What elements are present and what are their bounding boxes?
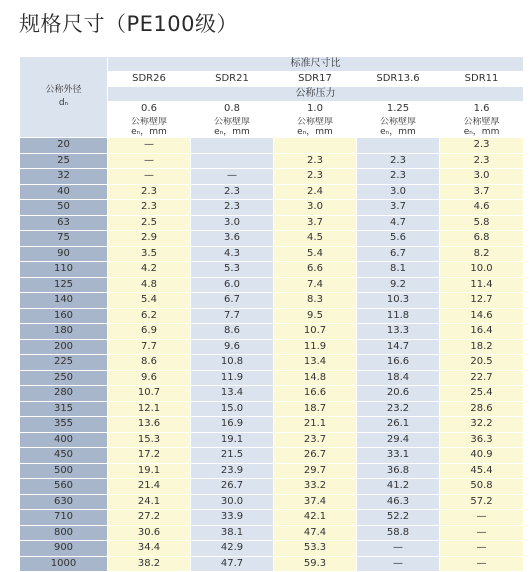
outer-diameter-cell: 50: [20, 200, 108, 216]
wall-thickness-cell: 20.6: [357, 386, 440, 402]
wall-thickness-cell: 3.5: [108, 246, 191, 262]
wall-thickness-cell: 33.9: [191, 510, 274, 526]
wall-thickness-cell: 2.3: [274, 169, 357, 185]
outer-diameter-cell: 40: [20, 184, 108, 200]
wall-thickness-cell: 45.4: [440, 463, 524, 479]
wall-thickness-cell: 27.2: [108, 510, 191, 526]
wall-thickness-cell: [357, 138, 440, 154]
wall-thickness-cell: 4.7: [357, 215, 440, 231]
wall-thickness-cell: 8.3: [274, 293, 357, 309]
table-row: [20, 510, 524, 526]
table-row: [20, 370, 524, 386]
wall-thickness-header: [440, 117, 524, 138]
wall-thickness-cell: 13.3: [357, 324, 440, 340]
wall-thickness-cell: 19.1: [108, 463, 191, 479]
wall-thickness-cell: [274, 138, 357, 154]
wall-thickness-cell: 41.2: [357, 479, 440, 495]
wall-thickness-cell: 15.3: [108, 432, 191, 448]
wall-thickness-cell: 16.6: [357, 355, 440, 371]
wall-thickness-cell: 14.7: [357, 339, 440, 355]
outer-diameter-cell: 110: [20, 262, 108, 278]
outer-diameter-cell: 225: [20, 355, 108, 371]
sdr-group-header: 标准尺寸比: [108, 57, 524, 72]
wall-thickness-cell: 53.3: [274, 541, 357, 557]
wall-thickness-cell: 3.7: [440, 184, 524, 200]
wall-thickness-cell: —: [191, 169, 274, 185]
wall-thickness-cell: 21.4: [108, 479, 191, 495]
wall-thickness-cell: 2.3: [440, 138, 524, 154]
wall-thickness-cell: 3.0: [274, 200, 357, 216]
outer-diameter-cell: 200: [20, 339, 108, 355]
table-row: [20, 339, 524, 355]
wall-thickness-label: 公称壁厚: [130, 117, 167, 127]
wall-thickness-cell: 2.3: [274, 153, 357, 169]
wall-thickness-cell: [191, 138, 274, 154]
wall-thickness-cell: 4.5: [274, 231, 357, 247]
table-row: [20, 494, 524, 510]
wall-thickness-cell: 8.1: [357, 262, 440, 278]
wall-thickness-cell: 52.2: [357, 510, 440, 526]
outer-diameter-cell: 180: [20, 324, 108, 340]
wall-thickness-cell: 40.9: [440, 448, 524, 464]
outer-diameter-header: [20, 57, 108, 138]
outer-diameter-cell: 250: [20, 370, 108, 386]
wall-thickness-cell: 8.2: [440, 246, 524, 262]
wall-thickness-cell: 30.0: [191, 494, 274, 510]
wall-thickness-cell: 3.0: [191, 215, 274, 231]
table-row: [20, 262, 524, 278]
sdr-header: SDR21: [191, 72, 274, 87]
table-row: [20, 401, 524, 417]
wall-thickness-cell: 57.2: [440, 494, 524, 510]
wall-thickness-label: 公称壁厚: [379, 117, 416, 127]
sdr-header: SDR11: [440, 72, 524, 87]
wall-thickness-cell: 3.0: [440, 169, 524, 185]
wall-thickness-cell: 50.8: [440, 479, 524, 495]
wall-thickness-cell: 4.8: [108, 277, 191, 293]
wall-thickness-unit: eₙ，mm: [131, 127, 167, 137]
table-row: [20, 200, 524, 216]
wall-thickness-cell: 12.7: [440, 293, 524, 309]
wall-thickness-unit: eₙ，mm: [380, 127, 416, 137]
wall-thickness-header: [108, 117, 191, 138]
wall-thickness-header: [191, 117, 274, 138]
outer-diameter-cell: 1000: [20, 556, 108, 572]
wall-thickness-cell: 36.3: [440, 432, 524, 448]
wall-thickness-unit: eₙ，mm: [297, 127, 333, 137]
wall-thickness-cell: 18.4: [357, 370, 440, 386]
wall-thickness-cell: 16.4: [440, 324, 524, 340]
table-row: [20, 169, 524, 185]
outer-diameter-cell: 125: [20, 277, 108, 293]
wall-thickness-cell: —: [108, 138, 191, 154]
table-row: [20, 324, 524, 340]
pressure-value: 1.0: [274, 102, 357, 117]
wall-thickness-cell: 11.8: [357, 308, 440, 324]
wall-thickness-cell: 59.3: [274, 556, 357, 572]
wall-thickness-cell: 3.7: [274, 215, 357, 231]
wall-thickness-header: [357, 117, 440, 138]
wall-thickness-cell: 22.7: [440, 370, 524, 386]
wall-thickness-cell: 3.0: [357, 184, 440, 200]
wall-thickness-cell: 11.9: [274, 339, 357, 355]
wall-thickness-cell: 11.4: [440, 277, 524, 293]
table-row: [20, 525, 524, 541]
wall-thickness-cell: 6.2: [108, 308, 191, 324]
wall-thickness-cell: 42.1: [274, 510, 357, 526]
wall-thickness-cell: 2.9: [108, 231, 191, 247]
wall-thickness-cell: 23.7: [274, 432, 357, 448]
wall-thickness-cell: 12.1: [108, 401, 191, 417]
wall-thickness-cell: 26.7: [274, 448, 357, 464]
wall-thickness-cell: 17.2: [108, 448, 191, 464]
outer-diameter-cell: 160: [20, 308, 108, 324]
wall-thickness-cell: 7.4: [274, 277, 357, 293]
outer-diameter-cell: 140: [20, 293, 108, 309]
outer-diameter-unit: dₙ: [58, 98, 69, 108]
wall-thickness-cell: 24.1: [108, 494, 191, 510]
wall-thickness-cell: 33.2: [274, 479, 357, 495]
wall-thickness-cell: —: [440, 525, 524, 541]
wall-thickness-cell: 5.4: [108, 293, 191, 309]
wall-thickness-cell: [191, 153, 274, 169]
wall-thickness-cell: 18.7: [274, 401, 357, 417]
wall-thickness-cell: 29.4: [357, 432, 440, 448]
wall-thickness-cell: 6.9: [108, 324, 191, 340]
wall-thickness-cell: 15.0: [191, 401, 274, 417]
table-row: [20, 293, 524, 309]
wall-thickness-label: 公称壁厚: [463, 117, 500, 127]
wall-thickness-header: [274, 117, 357, 138]
wall-thickness-cell: 42.9: [191, 541, 274, 557]
outer-diameter-cell: 32: [20, 169, 108, 185]
wall-thickness-cell: —: [440, 510, 524, 526]
table-row: [20, 246, 524, 262]
wall-thickness-cell: 58.8: [357, 525, 440, 541]
page-title: 规格尺寸（PE100级）: [19, 12, 239, 36]
wall-thickness-cell: 36.8: [357, 463, 440, 479]
wall-thickness-cell: 4.2: [108, 262, 191, 278]
wall-thickness-cell: 3.7: [357, 200, 440, 216]
wall-thickness-cell: 5.3: [191, 262, 274, 278]
wall-thickness-cell: 10.7: [274, 324, 357, 340]
wall-thickness-cell: 47.4: [274, 525, 357, 541]
wall-thickness-cell: 10.0: [440, 262, 524, 278]
table-row: [20, 138, 524, 154]
table-row: [20, 432, 524, 448]
wall-thickness-cell: 13.6: [108, 417, 191, 433]
table-row: [20, 277, 524, 293]
wall-thickness-cell: 7.7: [191, 308, 274, 324]
wall-thickness-cell: —: [357, 556, 440, 572]
pressure-value: 0.6: [108, 102, 191, 117]
wall-thickness-cell: 7.7: [108, 339, 191, 355]
wall-thickness-cell: 2.5: [108, 215, 191, 231]
table-row: [20, 153, 524, 169]
wall-thickness-cell: —: [108, 169, 191, 185]
wall-thickness-cell: 18.2: [440, 339, 524, 355]
wall-thickness-cell: 16.6: [274, 386, 357, 402]
wall-thickness-cell: 2.3: [108, 200, 191, 216]
wall-thickness-cell: 47.7: [191, 556, 274, 572]
table-row: [20, 308, 524, 324]
pressure-value: 1.6: [440, 102, 524, 117]
sdr-header: SDR26: [108, 72, 191, 87]
wall-thickness-cell: 8.6: [108, 355, 191, 371]
wall-thickness-cell: —: [108, 153, 191, 169]
outer-diameter-cell: 315: [20, 401, 108, 417]
wall-thickness-cell: 2.4: [274, 184, 357, 200]
outer-diameter-cell: 630: [20, 494, 108, 510]
wall-thickness-cell: 28.6: [440, 401, 524, 417]
wall-thickness-cell: 34.4: [108, 541, 191, 557]
pressure-value: 0.8: [191, 102, 274, 117]
table-row: [20, 184, 524, 200]
table-row: [20, 215, 524, 231]
wall-thickness-cell: 16.9: [191, 417, 274, 433]
outer-diameter-cell: 25: [20, 153, 108, 169]
wall-thickness-cell: 6.6: [274, 262, 357, 278]
wall-thickness-cell: 21.5: [191, 448, 274, 464]
wall-thickness-cell: 5.6: [357, 231, 440, 247]
wall-thickness-cell: 2.3: [108, 184, 191, 200]
outer-diameter-cell: 400: [20, 432, 108, 448]
wall-thickness-cell: 21.1: [274, 417, 357, 433]
wall-thickness-cell: 10.7: [108, 386, 191, 402]
outer-diameter-cell: 500: [20, 463, 108, 479]
wall-thickness-cell: 9.6: [191, 339, 274, 355]
wall-thickness-cell: 4.3: [191, 246, 274, 262]
wall-thickness-cell: 14.8: [274, 370, 357, 386]
wall-thickness-cell: 38.2: [108, 556, 191, 572]
wall-thickness-cell: 5.8: [440, 215, 524, 231]
table-row: [20, 479, 524, 495]
wall-thickness-cell: —: [440, 541, 524, 557]
table-row: [20, 556, 524, 572]
wall-thickness-label: 公称壁厚: [296, 117, 333, 127]
outer-diameter-cell: 450: [20, 448, 108, 464]
wall-thickness-cell: —: [440, 556, 524, 572]
pressure-group-header: 公称压力: [108, 87, 524, 102]
wall-thickness-cell: 2.3: [357, 169, 440, 185]
wall-thickness-cell: 37.4: [274, 494, 357, 510]
wall-thickness-cell: 6.0: [191, 277, 274, 293]
wall-thickness-cell: 23.9: [191, 463, 274, 479]
wall-thickness-cell: 2.3: [357, 153, 440, 169]
wall-thickness-cell: 14.6: [440, 308, 524, 324]
outer-diameter-cell: 900: [20, 541, 108, 557]
wall-thickness-cell: 9.6: [108, 370, 191, 386]
table-row: [20, 355, 524, 371]
wall-thickness-cell: 33.1: [357, 448, 440, 464]
outer-diameter-cell: 800: [20, 525, 108, 541]
table-row: [20, 463, 524, 479]
pressure-value: 1.25: [357, 102, 440, 117]
wall-thickness-cell: 26.7: [191, 479, 274, 495]
table-row: [20, 417, 524, 433]
table-row: [20, 448, 524, 464]
sdr-header: SDR17: [274, 72, 357, 87]
wall-thickness-cell: 9.5: [274, 308, 357, 324]
wall-thickness-cell: 13.4: [274, 355, 357, 371]
outer-diameter-cell: 63: [20, 215, 108, 231]
wall-thickness-unit: eₙ，mm: [214, 127, 250, 137]
wall-thickness-cell: 6.7: [357, 246, 440, 262]
wall-thickness-cell: 46.3: [357, 494, 440, 510]
wall-thickness-cell: —: [357, 541, 440, 557]
wall-thickness-cell: 38.1: [191, 525, 274, 541]
wall-thickness-cell: 9.2: [357, 277, 440, 293]
wall-thickness-cell: 2.3: [440, 153, 524, 169]
wall-thickness-cell: 5.4: [274, 246, 357, 262]
table-row: [20, 541, 524, 557]
outer-diameter-label: 公称外径: [45, 85, 82, 95]
outer-diameter-cell: 20: [20, 138, 108, 154]
wall-thickness-label: 公称壁厚: [213, 117, 250, 127]
wall-thickness-cell: 2.3: [191, 184, 274, 200]
wall-thickness-cell: 23.2: [357, 401, 440, 417]
sdr-header: SDR13.6: [357, 72, 440, 87]
spec-table: [19, 56, 524, 572]
wall-thickness-cell: 6.7: [191, 293, 274, 309]
outer-diameter-cell: 355: [20, 417, 108, 433]
outer-diameter-cell: 75: [20, 231, 108, 247]
table-row: [20, 386, 524, 402]
outer-diameter-cell: 90: [20, 246, 108, 262]
wall-thickness-cell: 19.1: [191, 432, 274, 448]
wall-thickness-cell: 32.2: [440, 417, 524, 433]
wall-thickness-cell: 4.6: [440, 200, 524, 216]
wall-thickness-cell: 20.5: [440, 355, 524, 371]
wall-thickness-cell: 10.8: [191, 355, 274, 371]
table-row: [20, 231, 524, 247]
wall-thickness-cell: 2.3: [191, 200, 274, 216]
wall-thickness-cell: 3.6: [191, 231, 274, 247]
wall-thickness-cell: 29.7: [274, 463, 357, 479]
wall-thickness-cell: 13.4: [191, 386, 274, 402]
wall-thickness-cell: 26.1: [357, 417, 440, 433]
outer-diameter-cell: 280: [20, 386, 108, 402]
wall-thickness-cell: 10.3: [357, 293, 440, 309]
outer-diameter-cell: 560: [20, 479, 108, 495]
wall-thickness-cell: 25.4: [440, 386, 524, 402]
wall-thickness-unit: eₙ，mm: [463, 127, 500, 137]
outer-diameter-cell: 710: [20, 510, 108, 526]
wall-thickness-cell: 30.6: [108, 525, 191, 541]
wall-thickness-cell: 8.6: [191, 324, 274, 340]
wall-thickness-cell: 11.9: [191, 370, 274, 386]
wall-thickness-cell: 6.8: [440, 231, 524, 247]
